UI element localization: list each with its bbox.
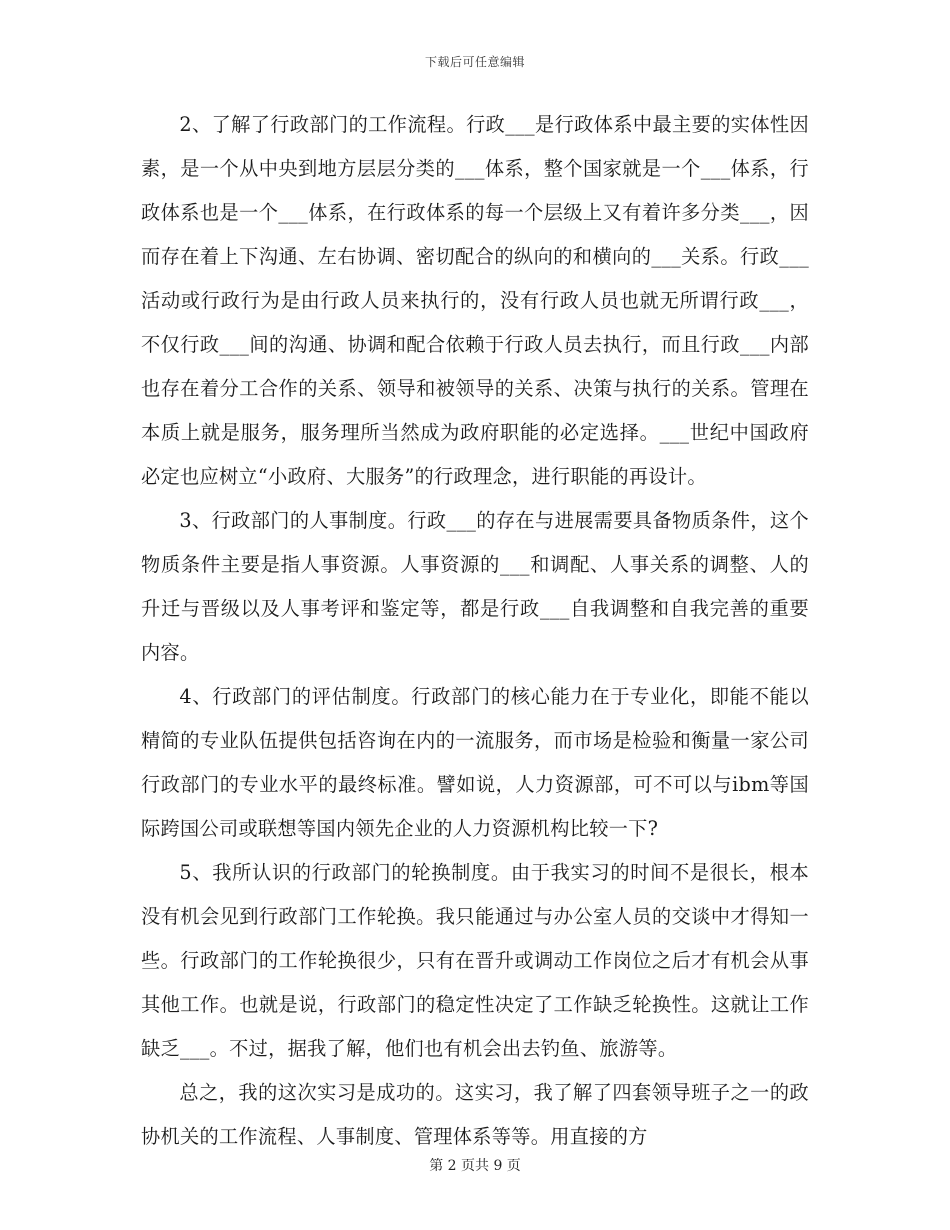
paragraph-summary: 总之，我的这次实习是成功的。这实习，我了解了四套领导班子之一的政协机关的工作流程、人事制度、管理体系等等。用直接的方 bbox=[141, 1081, 809, 1148]
page-footer: 第 2 页共 9 页 bbox=[429, 1158, 521, 1174]
document-body bbox=[141, 103, 809, 1159]
paragraph-personnel: 3、行政部门的人事制度。行政___的存在与进展需要具备物质条件，这个物质条件主要是指人事资源。人事资源的___和调配、人事关系的调整、人的升迁与晋级以及人事考评和鉴定等，都是行政___自我调整和自我完善的重要内容。 bbox=[141, 509, 809, 664]
page-header: 下载后可任意编辑 bbox=[424, 55, 525, 69]
paragraph-evaluation: 4、行政部门的评估制度。行政部门的核心能力在于专业化，即能不能以精简的专业队伍提供包括咨询在内的一流服务，而市场是检验和衡量一家公司行政部门的专业水平的最终标准。譬如说，人力资源部，可不可以与ibm等国际跨国公司或联想等国内领先企业的人力资源机构比较一下? bbox=[141, 685, 809, 840]
paragraph-rotation: 5、我所认识的行政部门的轮换制度。由于我实习的时间不是很长，根本没有机会见到行政部门工作轮换。我只能通过与办公室人员的交谈中才得知一些。行政部门的工作轮换很少，只有在晋升或调动工作岗位之后才有机会从事其他工作。也就是说，行政部门的稳定性决定了工作缺乏轮换性。这就让工作缺乏___。不过，据我了解，他们也有机会出去钓鱼、旅游等。 bbox=[141, 861, 809, 1060]
paragraph-workflow: 2、了解了行政部门的工作流程。行政___是行政体系中最主要的实体性因素，是一个从中央到地方层层分类的___体系，整个国家就是一个___体系，行政体系也是一个___体系，在行政体系的每一个层级上又有着许多分类___，因而存在着上下沟通、左右协调、密切配合的纵向的和横向的___关系。行政___活动或行政行为是由行政人员来执行的，没有行政人员也就无所谓行政___，不仅行政___间的沟通、协调和配合依赖于行政人员去执行，而且行政___内部也存在着分工合作的关系、领导和被领导的关系、决策与执行的关系。管理在本质上就是服务，服务理所当然成为政府职能的必定选择。___世纪中国政府必定也应树立“小政府、大服务”的行政理念，进行职能的再设计。 bbox=[141, 113, 809, 488]
